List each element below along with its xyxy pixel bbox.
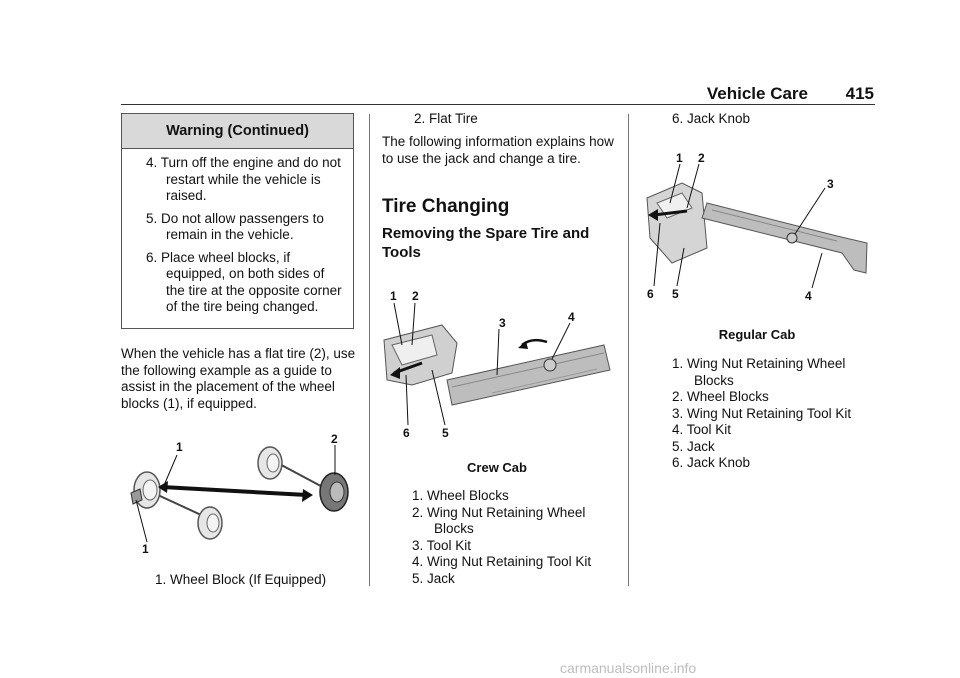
warning-list — [122, 149, 353, 316]
item-number: 6. — [146, 249, 158, 265]
callout-label: 6 — [403, 426, 410, 440]
crew-cab-caption: Crew Cab — [467, 460, 527, 475]
callout-label: 3 — [499, 316, 506, 330]
item-number: 4. — [146, 155, 158, 170]
wheel-block-caption: 1. Wheel Block (If Equipped) — [155, 572, 327, 587]
intro-paragraph: The following information explains how to use the jack and change a tire. — [382, 134, 614, 166]
list-item: 5. Jack — [412, 570, 455, 586]
watermark: carmanualsonline.info — [560, 660, 697, 676]
callout-label: 4 — [805, 289, 812, 303]
list-item: 2. Wheel Blocks — [672, 389, 769, 404]
callout-label: 4 — [568, 310, 575, 324]
page-number: 415 — [845, 84, 874, 103]
item-number: 5. — [146, 210, 158, 226]
item-text: Turn off the engine and do not restart while the vehicle is raised. — [160, 155, 341, 203]
warning-item — [146, 250, 345, 316]
warning-box — [121, 113, 354, 329]
callout-label: 2 — [698, 151, 705, 165]
warning-item — [146, 155, 345, 205]
warning-item — [146, 211, 345, 244]
heading-tire-changing: Tire Changing — [382, 196, 510, 217]
regular-cab-illustration — [642, 148, 872, 308]
regular-cab-list — [672, 356, 877, 472]
list-item: 1. Wing Nut Retaining Wheel Blocks — [672, 356, 846, 388]
crew-cab-list — [412, 488, 617, 587]
regular-cab-caption: Regular Cab — [718, 327, 796, 342]
list-item: 3. Tool Kit — [412, 537, 472, 553]
list-item: 5. Jack — [672, 438, 715, 454]
item-text: Do not allow passengers to remain in the vehicle. — [161, 210, 324, 242]
column-divider-left — [369, 114, 370, 586]
header-rule — [121, 104, 875, 105]
item-text: Place wheel blocks, if equipped, on both sides of the tire at the opposite corner of the tire being changed. — [161, 249, 342, 314]
callout-label: 5 — [442, 426, 449, 440]
callout-label: 2 — [331, 432, 338, 446]
flat-tire-paragraph: When the vehicle has a flat tire (2), use the following example as a guide to assist in the placement of the wheel blocks (1), if equipped. — [121, 346, 356, 411]
list-item: 4. Tool Kit — [672, 422, 732, 437]
crew-cab-illustration — [382, 285, 622, 445]
jack-knob-list-item: 6. Jack Knob — [672, 111, 751, 126]
subheading-removing-spare: Removing the Spare Tire and Tools — [382, 225, 590, 261]
flat-tire-list-item: 2. Flat Tire — [414, 111, 478, 126]
callout-label: 1 — [676, 151, 683, 165]
section-title: Vehicle Care — [706, 84, 808, 103]
list-item: 6. Jack Knob — [672, 455, 751, 470]
wheel-block-illustration — [122, 432, 362, 556]
callout-label: 1 — [176, 440, 183, 454]
callout-label: 1 — [142, 542, 149, 556]
callout-label: 2 — [412, 289, 419, 303]
list-item: 2. Wing Nut Retaining Wheel Blocks — [412, 504, 586, 536]
list-item: 1. Wheel Blocks — [412, 488, 509, 503]
callout-label: 1 — [390, 289, 397, 303]
callout-label: 5 — [672, 287, 679, 301]
column-divider-right — [628, 114, 629, 586]
warning-title: Warning (Continued) — [122, 114, 353, 149]
list-item: 3. Wing Nut Retaining Tool Kit — [672, 405, 852, 421]
callout-label: 6 — [647, 287, 654, 301]
callout-label: 3 — [827, 177, 834, 191]
list-item: 4. Wing Nut Retaining Tool Kit — [412, 554, 592, 569]
